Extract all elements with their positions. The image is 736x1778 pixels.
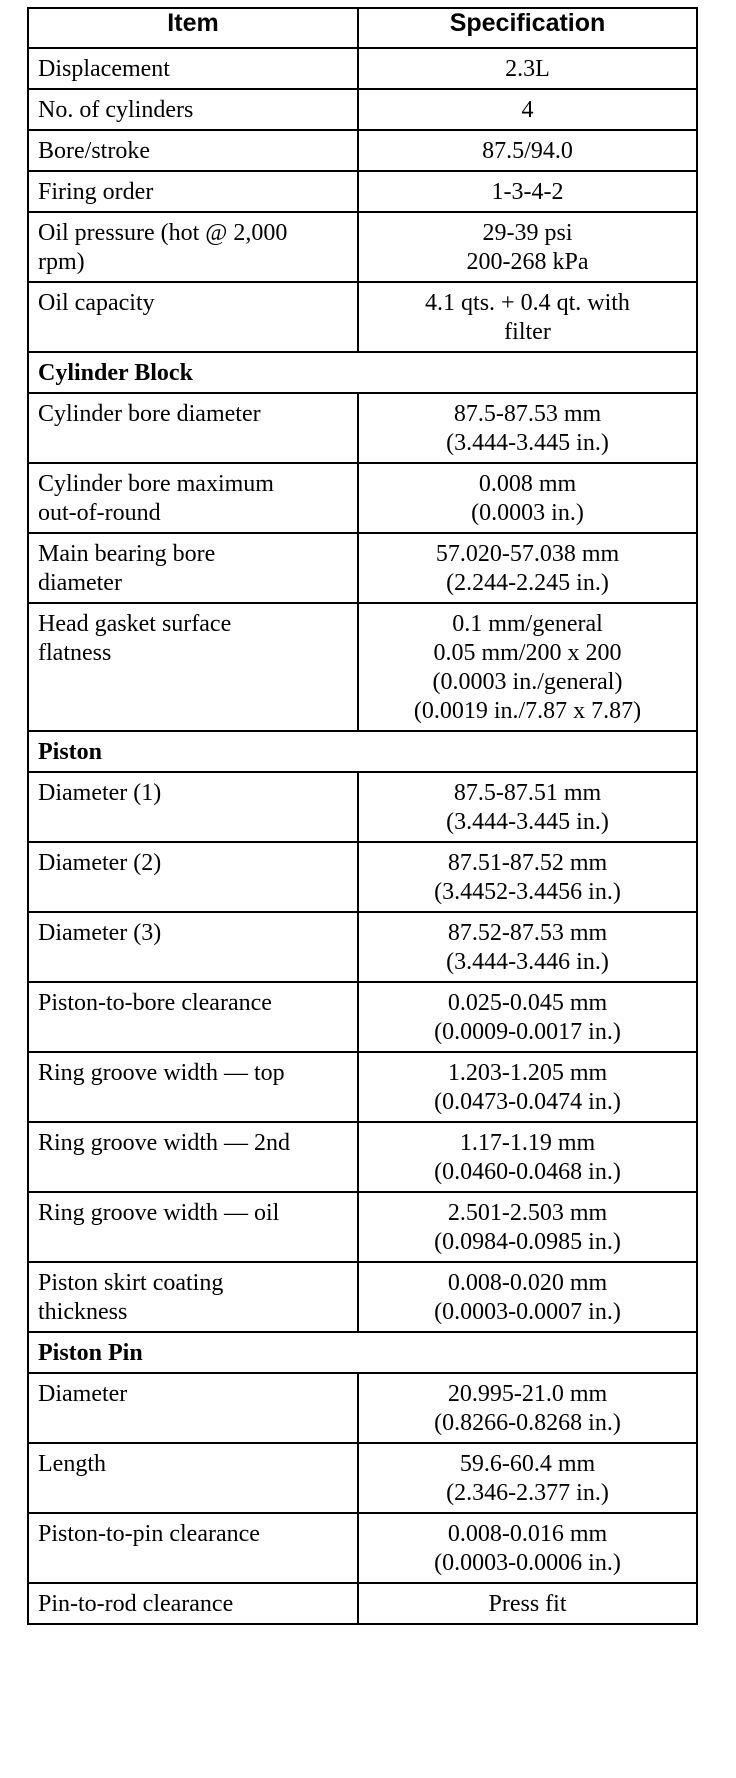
specification-text-line: 1.17-1.19 mm [459,1130,596,1156]
item-cell [28,1443,358,1513]
specification-cell [358,842,697,912]
item-cell [28,212,358,282]
specification-text-line: 0.008-0.020 mm [447,1270,608,1296]
table-row [28,463,697,533]
table-row [28,603,697,731]
specification-text-line: 87.5-87.53 mm [453,401,602,427]
specification-text-line: 1.203-1.205 mm [447,1060,608,1086]
item-text-line: out-of-round [38,500,161,526]
item-text-line: Diameter (2) [38,850,162,876]
item-cell [28,842,358,912]
specification-text-line: 1-3-4-2 [491,179,564,205]
specification-text-line: 2.3L [505,56,550,82]
specification-cell [358,48,697,89]
specification-text-line: (0.0003 in./general) [432,669,623,695]
specification-text-line: 87.52-87.53 mm [447,920,608,946]
specification-text-line: Press fit [488,1591,567,1617]
specification-cell [358,171,697,212]
specification-text-line: (2.346-2.377 in.) [446,1480,609,1506]
specification-cell [358,1262,697,1332]
spec-table [27,7,698,1625]
specification-cell [358,982,697,1052]
item-cell [28,1122,358,1192]
specification-text-line: 57.020-57.038 mm [435,541,620,567]
table-row [28,842,697,912]
table-row [28,89,697,130]
item-cell [28,1513,358,1583]
specification-text-line: 0.1 mm/general [452,611,603,637]
specification-text-line: (0.0460-0.0468 in.) [434,1159,621,1185]
item-cell [28,912,358,982]
specification-text-line: (0.0019 in./7.87 x 7.87) [413,698,642,724]
table-row [28,130,697,171]
specification-text-line: (0.0473-0.0474 in.) [434,1089,621,1115]
specification-text-line: 200-268 kPa [466,249,589,275]
table-row [28,1513,697,1583]
specification-text-line: (3.444-3.445 in.) [446,809,609,835]
specification-text-line: 87.5-87.51 mm [453,780,602,806]
item-text-line: Cylinder bore maximum [38,471,274,497]
specification-cell [358,282,697,352]
specification-cell [358,912,697,982]
specification-text-line: (3.444-3.446 in.) [446,949,609,975]
specification-text-line: (3.4452-3.4456 in.) [434,879,621,905]
specification-cell [358,533,697,603]
item-text-line: Piston-to-pin clearance [38,1521,260,1547]
item-cell [28,171,358,212]
specification-text-line: 0.05 mm/200 x 200 [433,640,622,666]
specification-cell [358,603,697,731]
item-cell [28,1373,358,1443]
specification-text-line: (0.0003-0.0007 in.) [434,1299,621,1325]
item-text-line: Cylinder bore diameter [38,401,261,427]
specification-text-line: (0.0003 in.) [471,500,584,526]
table-row [28,772,697,842]
table-row [28,393,697,463]
specification-text-line: 2.501-2.503 mm [447,1200,608,1226]
item-cell [28,533,358,603]
table-row [28,1192,697,1262]
table-row [28,171,697,212]
specification-cell [358,772,697,842]
item-text-line: Displacement [38,56,170,82]
item-cell [28,982,358,1052]
item-text-line: rpm) [38,249,85,275]
item-text-line: Diameter (1) [38,780,162,806]
item-text-line: Piston-to-bore clearance [38,990,272,1016]
item-cell [28,1583,358,1624]
item-text-line: flatness [38,640,112,666]
table-row [28,1583,697,1624]
specification-text-line: (0.8266-0.8268 in.) [434,1410,621,1436]
header-row [28,8,697,48]
header-item: Item [28,8,358,48]
item-text-line: Diameter [38,1381,128,1407]
item-text-line: Ring groove width — top [38,1060,285,1086]
item-text-line: Diameter (3) [38,920,162,946]
specification-text-line: 87.5/94.0 [482,138,573,164]
item-cell [28,393,358,463]
specification-text-line: (0.0984-0.0985 in.) [434,1229,621,1255]
item-text-line: diameter [38,570,122,596]
specification-cell [358,1443,697,1513]
table-row [28,1443,697,1513]
table-row [28,48,697,89]
specification-cell [358,1373,697,1443]
specification-cell [358,1513,697,1583]
specification-cell [358,130,697,171]
item-cell [28,603,358,731]
specification-text-line: 20.995-21.0 mm [447,1381,608,1407]
item-cell [28,48,358,89]
item-cell [28,1192,358,1262]
specification-text-line: 87.51-87.52 mm [447,850,608,876]
specification-text-line: 0.008-0.016 mm [447,1521,608,1547]
item-text-line: thickness [38,1299,128,1325]
item-cell [28,130,358,171]
specification-cell [358,89,697,130]
item-cell [28,1262,358,1332]
table-row [28,282,697,352]
specification-text-line: 4 [521,97,534,123]
table-row [28,533,697,603]
item-text-line: Piston skirt coating [38,1270,224,1296]
item-text-line: Ring groove width — 2nd [38,1130,290,1156]
section-header-row [28,352,697,393]
item-text-line: No. of cylinders [38,97,194,123]
item-text-line: Bore/stroke [38,138,150,164]
specification-text-line: 4.1 qts. + 0.4 qt. with [425,290,630,316]
item-cell [28,282,358,352]
specification-cell [358,1192,697,1262]
specification-cell [358,1583,697,1624]
section-header-row [28,731,697,772]
specification-cell [358,1122,697,1192]
table-row [28,1373,697,1443]
table-row [28,1122,697,1192]
specification-cell [358,463,697,533]
section-title: Piston [28,731,697,772]
section-header-row [28,1332,697,1373]
specification-text-line: 59.6-60.4 mm [459,1451,596,1477]
specification-cell [358,1052,697,1122]
item-text-line: Firing order [38,179,154,205]
table-row [28,1262,697,1332]
item-text-line: Pin-to-rod clearance [38,1591,234,1617]
table-row [28,1052,697,1122]
item-cell [28,772,358,842]
section-title: Piston Pin [28,1332,697,1373]
item-text-line: Main bearing bore [38,541,216,567]
table-row [28,212,697,282]
table-row [28,912,697,982]
item-text-line: Ring groove width — oil [38,1200,280,1226]
item-text-line: Length [38,1451,106,1477]
specification-text-line: filter [504,319,551,345]
item-cell [28,463,358,533]
specification-cell [358,393,697,463]
specification-text-line: 29-39 psi [482,220,573,246]
specification-cell [358,212,697,282]
specification-text-line: (3.444-3.445 in.) [446,430,609,456]
specification-text-line: 0.008 mm [478,471,577,497]
header-specification: Specification [358,8,697,48]
item-cell [28,89,358,130]
specification-text-line: 0.025-0.045 mm [447,990,608,1016]
spec-table-body [28,48,697,1624]
specification-text-line: (2.244-2.245 in.) [446,570,609,596]
item-text-line: Head gasket surface [38,611,232,637]
item-text-line: Oil capacity [38,290,155,316]
item-cell [28,1052,358,1122]
specification-text-line: (0.0003-0.0006 in.) [434,1550,621,1576]
section-title: Cylinder Block [28,352,697,393]
table-row [28,982,697,1052]
specification-text-line: (0.0009-0.0017 in.) [434,1019,621,1045]
item-text-line: Oil pressure (hot @ 2,000 [38,220,288,246]
